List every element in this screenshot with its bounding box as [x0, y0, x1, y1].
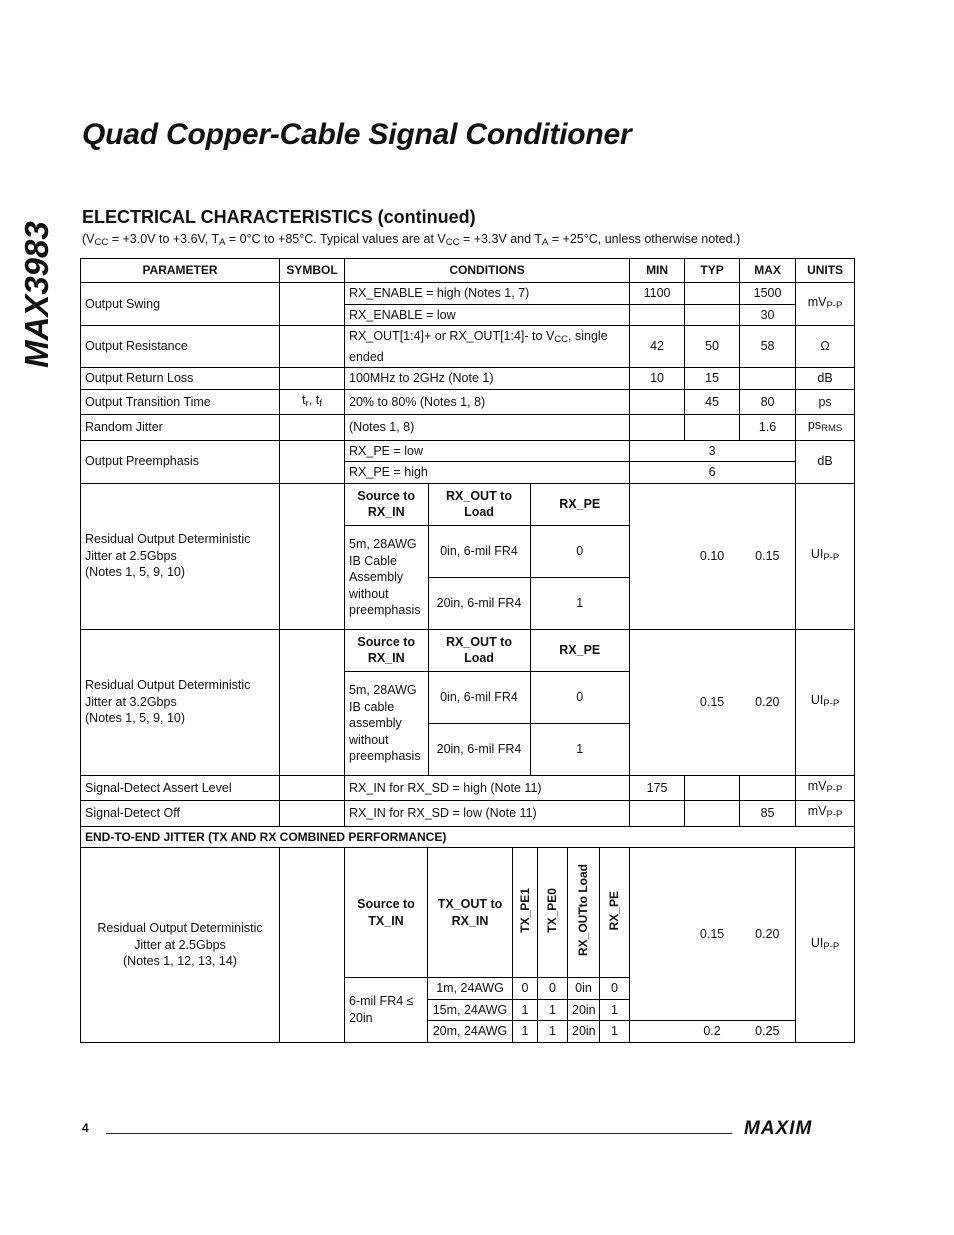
header-symbol: SYMBOL: [280, 259, 345, 283]
table-row: Output Resistance RX_OUT[1:4]+ or RX_OUT[1:4]- to $V_{CC}$, single ended 42 50 58 Ω: [81, 326, 855, 368]
side-part-number: [12, 212, 56, 372]
table-section-row: [81, 826, 855, 848]
header-units: UNITS: [796, 259, 855, 283]
header-parameter: PARAMETER: [81, 259, 280, 283]
table-row: 20m, 24AWG 1 1 20in 1 0.2 0.25: [81, 1021, 855, 1043]
section-title: ELECTRICAL CHARACTERISTICS (continued): [82, 207, 476, 227]
header-conditions: CONDITIONS: [345, 259, 630, 283]
table-row: Output Swing RX_ENABLE = high (Notes 1, 7) 1100 1500 $mV_{P-P}$: [81, 283, 855, 305]
table-row: Output Return Loss 100MHz to 2GHz (Note 1) 10 15 dB: [81, 368, 855, 390]
table-row: Output Preemphasis RX_PE = low 3 dB: [81, 440, 855, 462]
unit-cell: $mV_{P-P}$: [796, 283, 855, 326]
table-row: Residual Output Deterministic Jitter at 2.5Gbps (Notes 1, 5, 9, 10) Source to RX_IN RX_OUT to Load RX_PE 5m, 28AWG IB Cable Assembly without preemphasis 0in, 6-mil FR4 0 20in, 6-mil FR4 1 0.10 0.15 $UI_{P-P}$: [81, 483, 855, 629]
page-number: 4: [82, 1121, 89, 1135]
param-e2e-jitter: Residual Output Deterministic Jitter at 2.5Gbps (Notes 1, 12, 13, 14): [81, 848, 280, 1043]
subtable-3g2: Source to RX_IN RX_OUT to Load RX_PE 5m, 28AWG IB cable assembly without preemphasis 0in, 6-mil FR4 0 20in, 6-mil FR4 1: [345, 629, 630, 775]
table-header-row: [81, 259, 855, 283]
header-min: MIN: [630, 259, 685, 283]
table-row: Signal-Detect Assert Level RX_IN for RX_SD = high (Note 11) 175 $mV_{P-P}$: [81, 775, 855, 801]
table-row: RX_ENABLE = low 30: [81, 304, 855, 326]
symbol-cell: $t_r$, $t_f$: [280, 389, 345, 415]
footer-rule: [106, 1133, 732, 1134]
header-max: MAX: [740, 259, 796, 283]
param-output-swing: Output Swing: [81, 283, 280, 326]
param-residual-jitter-3g2: Residual Output Deterministic Jitter at 3.2Gbps (Notes 1, 5, 9, 10): [81, 629, 280, 775]
subtable-2g5: Source to RX_IN RX_OUT to Load RX_PE 5m, 28AWG IB Cable Assembly without preemphasis 0in, 6-mil FR4 0 20in, 6-mil FR4 1: [345, 483, 630, 629]
table-row: Signal-Detect Off RX_IN for RX_SD = low (Note 11) 85 $mV_{P-P}$: [81, 801, 855, 827]
table-row: RX_PE = high 6: [81, 462, 855, 484]
e2e-section-title: END-TO-END JITTER (TX AND RX COMBINED PERFORMANCE): [81, 826, 855, 848]
conditions-note: ($V_{CC} = +3.0V$ to +3.6V, $T_A = 0^\circ C$ to +85°C. Typical values are at $V_{CC} = +3.3V$ and $T_A = +25^\circ C$, unless otherwise noted.): [82, 232, 741, 248]
table-row: 15m, 24AWG 1 1 20in 1: [81, 999, 855, 1021]
table-row: Random Jitter (Notes 1, 8) 1.6 $ps_{RMS}$: [81, 415, 855, 441]
table-row: Residual Output Deterministic Jitter at 2.5Gbps (Notes 1, 12, 13, 14) Source to TX_IN TX_OUT to RX_IN TX_PE1 TX_PE0 RX_OUTto Load RX_PE 0.15 0.20 $UI_{P-P}$: [81, 848, 855, 978]
svg-text:MAX3983: MAX3983: [18, 221, 55, 368]
table-row: Residual Output Deterministic Jitter at 3.2Gbps (Notes 1, 5, 9, 10) Source to RX_IN RX_OUT to Load RX_PE 5m, 28AWG IB cable assembly without preemphasis 0in, 6-mil FR4 0 20in, 6-mil FR4 1 0.15 0.20 $UI_{P-P}$: [81, 629, 855, 775]
table-row: 6-mil FR4 ≤ 20in 1m, 24AWG 0 0 0in 0: [81, 978, 855, 1000]
table-row: Output Transition Time $t_r$, $t_f$ 20% to 80% (Notes 1, 8) 45 80 ps: [81, 389, 855, 415]
header-typ: TYP: [685, 259, 740, 283]
param-residual-jitter-2g5: Residual Output Deterministic Jitter at 2.5Gbps (Notes 1, 5, 9, 10): [81, 483, 280, 629]
page-title: Quad Copper-Cable Signal Conditioner: [82, 118, 632, 151]
electrical-characteristics-table: [80, 258, 855, 1043]
maxim-logo: MAXIM: [744, 1118, 813, 1139]
